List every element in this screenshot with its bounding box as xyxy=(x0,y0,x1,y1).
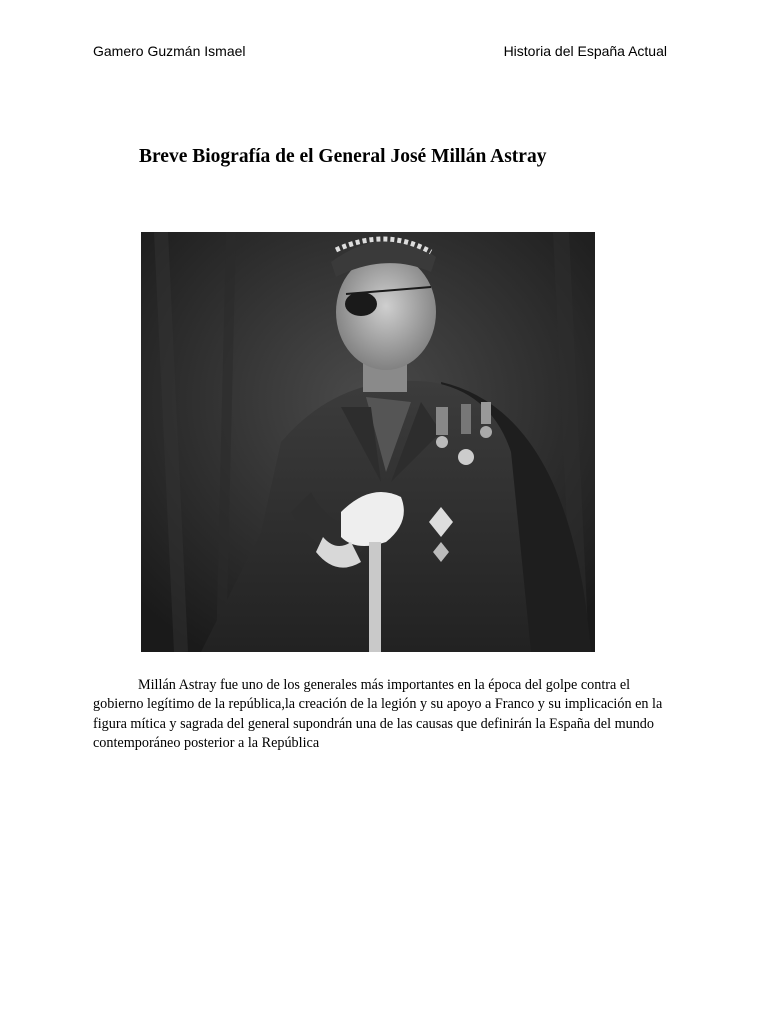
header-author: Gamero Guzmán Ismael xyxy=(93,43,246,59)
portrait-illustration xyxy=(141,232,595,652)
header-course: Historia del España Actual xyxy=(503,43,667,59)
cane xyxy=(369,542,381,652)
portrait-photo xyxy=(141,232,595,652)
eye-patch xyxy=(345,292,377,316)
page-title: Breve Biografía de el General José Millán Astray xyxy=(139,146,547,167)
body-paragraph: Millán Astray fue uno de los generales más importantes en la época del golpe contra el gobierno legítimo de la república,la creación de la legión y su apoyo a Franco y su implicación en la figura mítica y sagrada del general supondrán una de las causas que definirán la España del mundo contemporáneo posterior a la República xyxy=(93,677,663,751)
